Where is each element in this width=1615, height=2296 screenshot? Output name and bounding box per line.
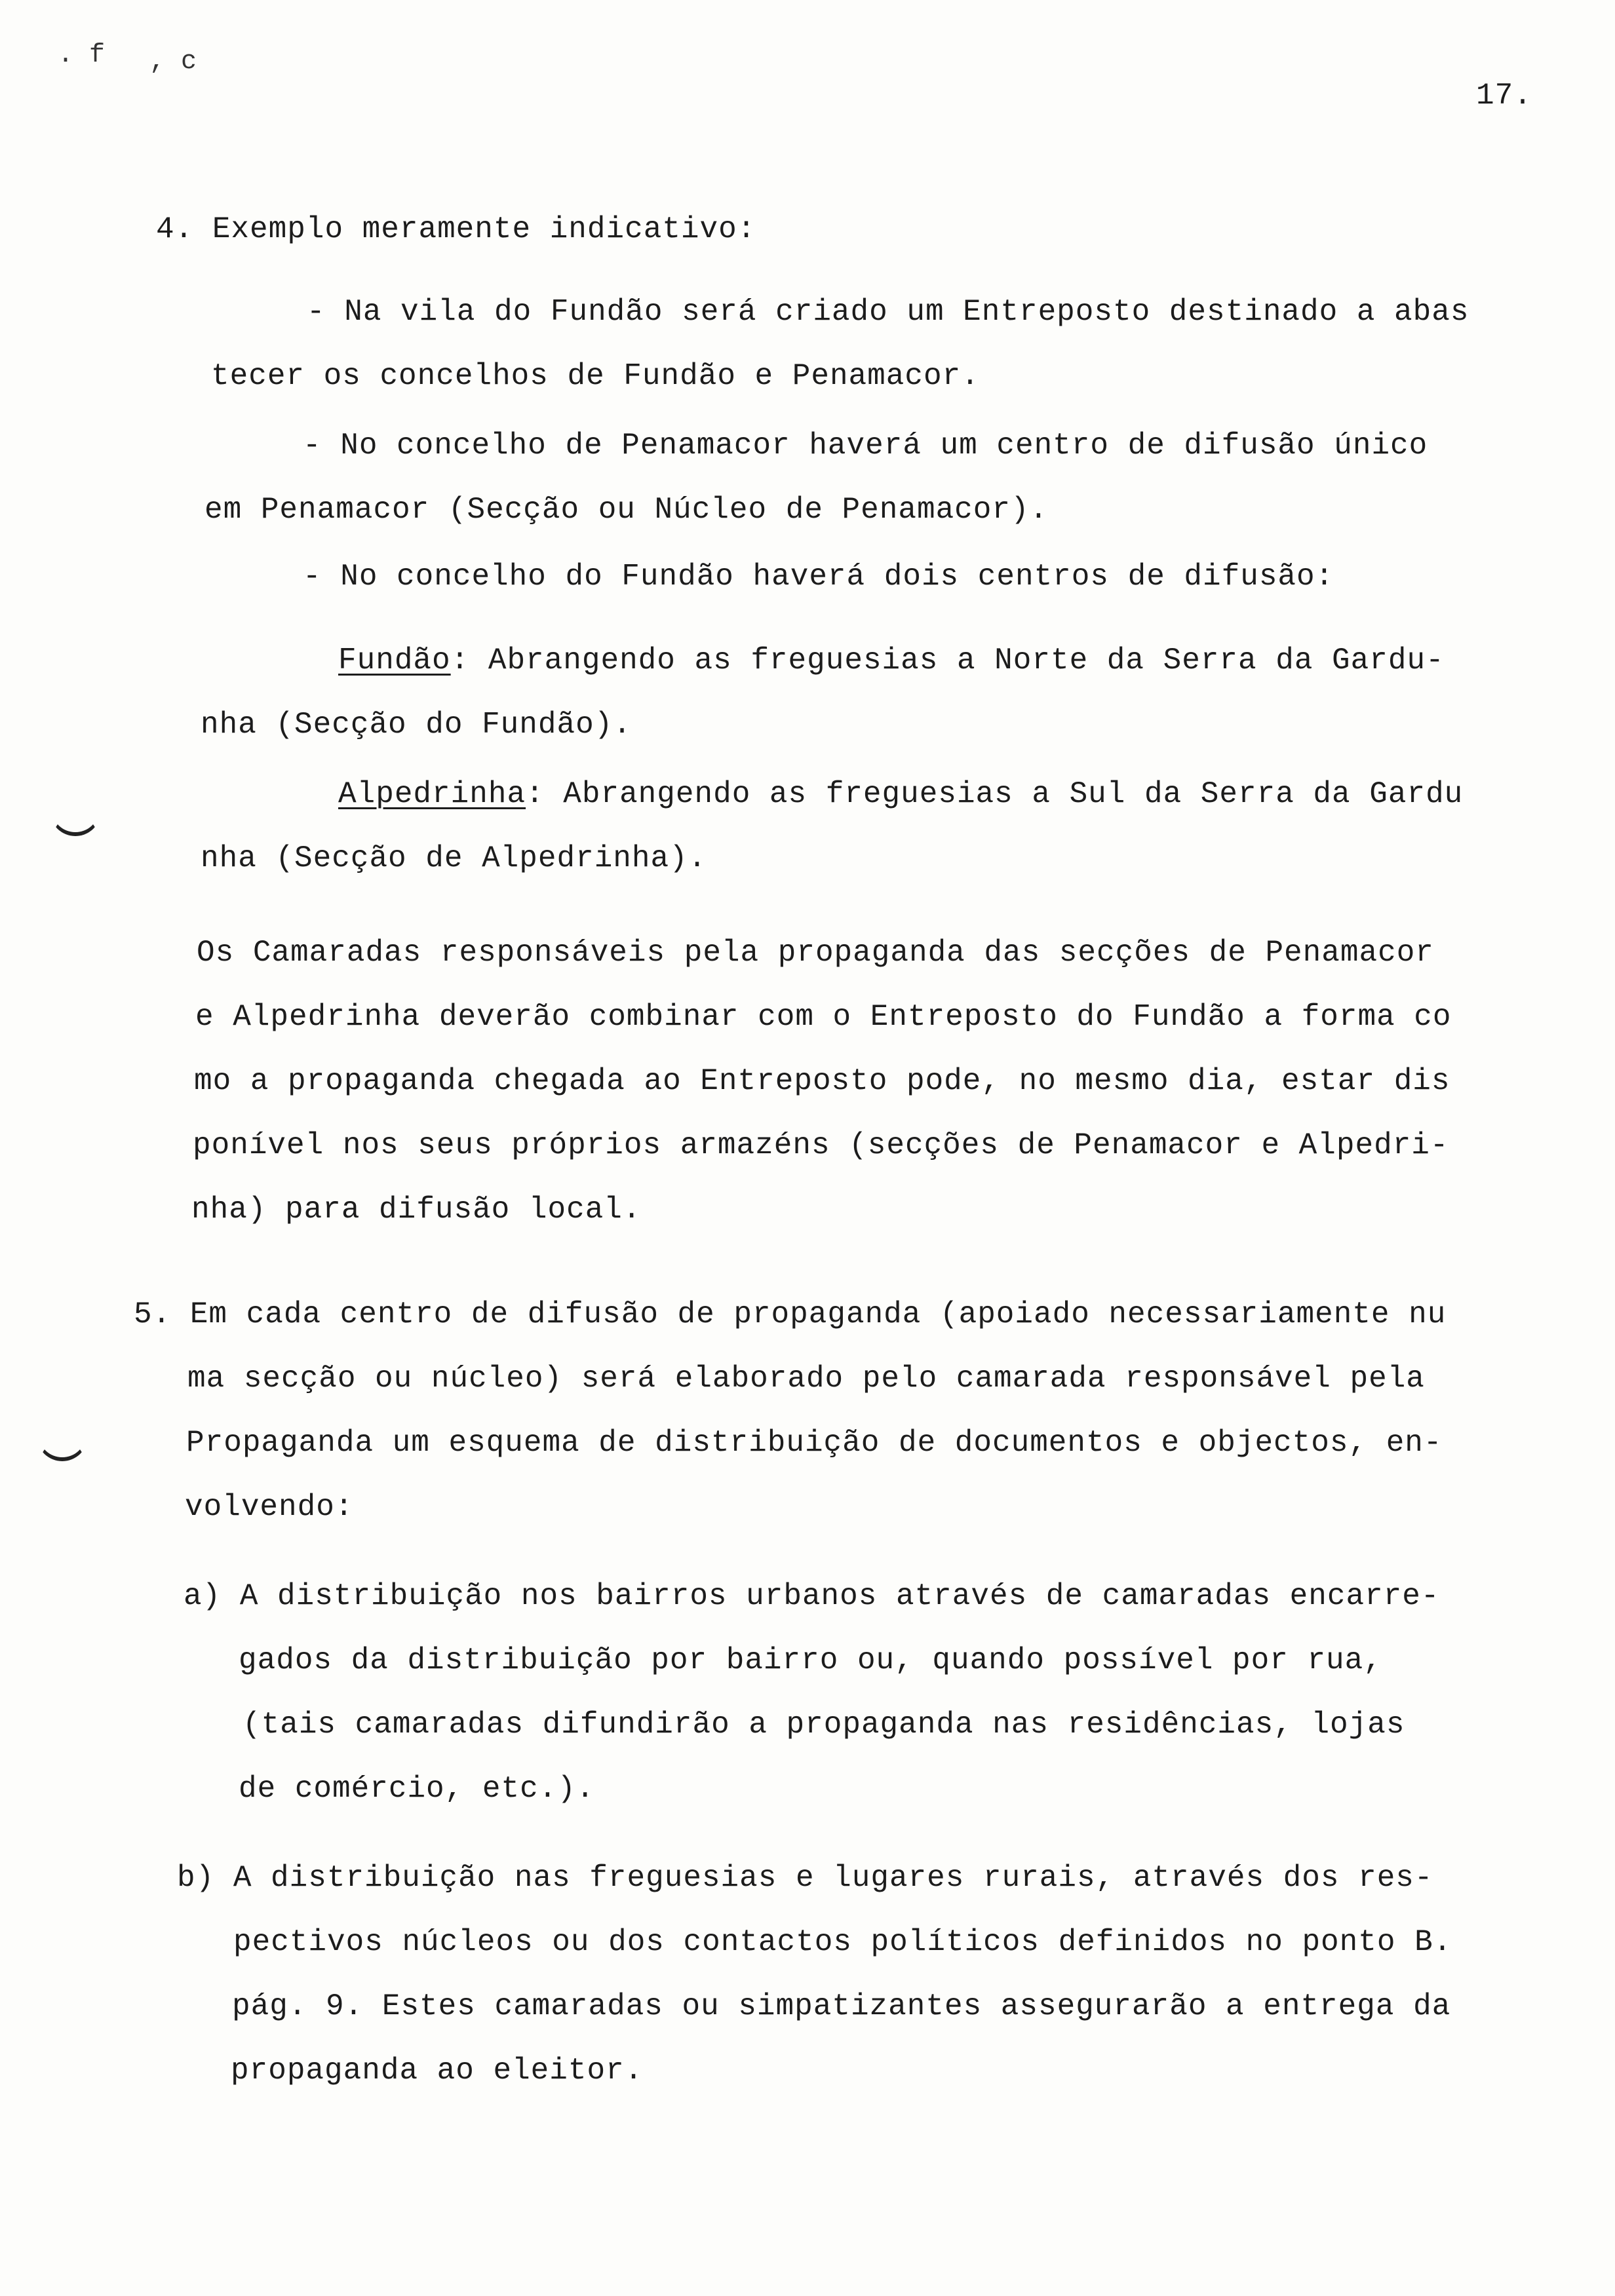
- binder-hole-mark: [37, 1430, 88, 1461]
- fundao-term: Fundão: [338, 643, 451, 678]
- item4-heading: 4. Exemplo meramente indicativo:: [156, 212, 756, 246]
- item5a-line4: de comércio, etc.).: [239, 1772, 595, 1806]
- item5a-line3: (tais camaradas difundirão a propaganda nas residências, lojas: [243, 1708, 1405, 1742]
- item4-para3-line1: - No concelho do Fundão haverá dois centros de difusão:: [303, 560, 1334, 594]
- alpedrinha-text: : Abrangendo as freguesias a Sul da Serra da Gardu: [526, 777, 1464, 811]
- camaradas-para-line1: Os Camaradas responsáveis pela propaganda das secções de Penamacor: [197, 936, 1434, 970]
- item4-para2-line1: - No concelho de Penamacor haverá um centro de difusão único: [303, 429, 1428, 463]
- item5-line2: ma secção ou núcleo) será elaborado pelo camarada responsável pela: [187, 1362, 1425, 1396]
- binder-hole-mark: [50, 805, 101, 836]
- item5-line4: volvendo:: [185, 1490, 354, 1524]
- fundao-definition-line1: [338, 642, 1445, 679]
- scan-mark-top: , c: [149, 47, 197, 77]
- scan-mark-top-left: . f: [58, 41, 106, 70]
- item4-para1-line2: tecer os concelhos de Fundão e Penamacor.: [211, 359, 980, 393]
- camaradas-para-line4: ponível nos seus próprios armazéns (secções de Penamacor e Alpedri-: [193, 1128, 1449, 1162]
- item4-para2-line2: em Penamacor (Secção ou Núcleo de Penamacor).: [204, 493, 1049, 527]
- alpedrinha-term: Alpedrinha: [338, 777, 526, 811]
- page-number: 17.: [1476, 79, 1532, 113]
- fundao-definition-line2: nha (Secção do Fundão).: [201, 708, 632, 742]
- item5-line1: 5. Em cada centro de difusão de propaganda (apoiado necessariamente nu: [134, 1297, 1447, 1331]
- item5a-line1: a) A distribuição nos bairros urbanos através de camaradas encarre-: [184, 1579, 1440, 1613]
- alpedrinha-definition-line1: [338, 776, 1463, 813]
- item5b-line3: pág. 9. Estes camaradas ou simpatizantes assegurarão a entrega da: [232, 1989, 1451, 2023]
- alpedrinha-definition-line2: nha (Secção de Alpedrinha).: [201, 841, 707, 875]
- item5b-line2: pectivos núcleos ou dos contactos políticos definidos no ponto B.: [233, 1925, 1452, 1959]
- item5a-line2: gados da distribuição por bairro ou, quando possível por rua,: [239, 1643, 1382, 1677]
- item4-para1-line1: - Na vila do Fundão será criado um Entreposto destinado a abas: [307, 295, 1469, 329]
- camaradas-para-line5: nha) para difusão local.: [191, 1193, 642, 1227]
- item5b-line1: b) A distribuição nas freguesias e lugares rurais, através dos res-: [177, 1861, 1433, 1895]
- camaradas-para-line3: mo a propaganda chegada ao Entreposto pode, no mesmo dia, estar dis: [194, 1064, 1450, 1098]
- item5b-line4: propaganda ao eleitor.: [231, 2054, 644, 2088]
- fundao-text: : Abrangendo as freguesias a Norte da Serra da Gardu-: [450, 643, 1445, 678]
- camaradas-para-line2: e Alpedrinha deverão combinar com o Entreposto do Fundão a forma co: [195, 1000, 1452, 1034]
- item5-line3: Propaganda um esquema de distribuição de documentos e objectos, en-: [186, 1426, 1443, 1460]
